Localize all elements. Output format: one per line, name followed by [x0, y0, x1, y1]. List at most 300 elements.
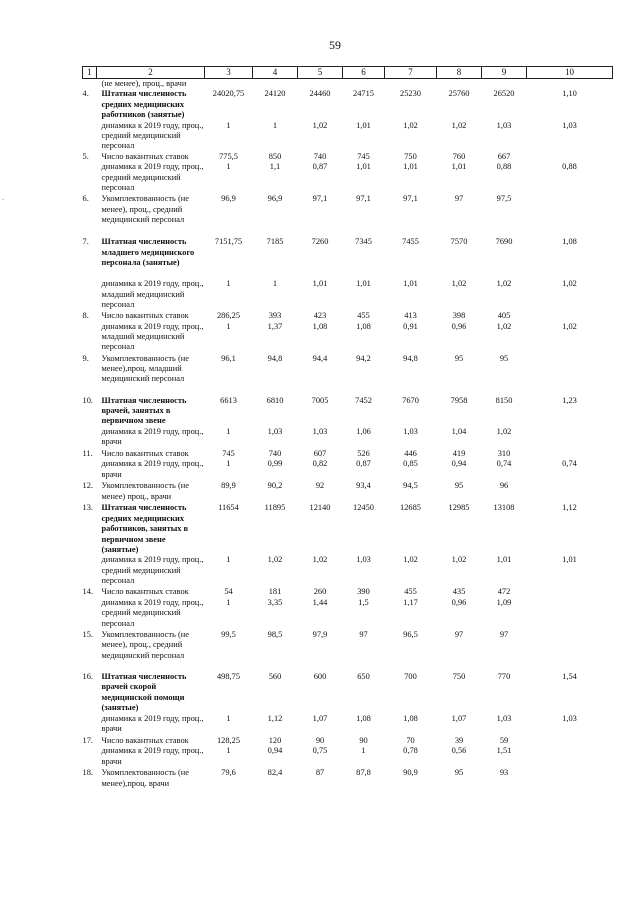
row-label: динамика к 2019 году, проц., средний медицинский персонал [101, 162, 204, 193]
value-cell: 750 [404, 151, 417, 161]
row-label: Укомплектованность (не менее) проц., врачи [101, 481, 189, 501]
value-cell: 7345 [355, 237, 372, 247]
value-cell: 1,08 [403, 713, 418, 723]
value-cell: 97,1 [356, 194, 371, 204]
value-cell: 0,96 [451, 597, 467, 607]
value-cell: 667 [497, 151, 511, 161]
row-label: Число вакантных ставок [101, 735, 189, 745]
value-cell [385, 79, 437, 90]
margin-mark: · [2, 196, 5, 204]
value-cell [482, 79, 527, 90]
value-cell: 1,01 [403, 279, 418, 289]
table-row [83, 449, 613, 459]
table-row [83, 311, 613, 321]
table-row [83, 279, 613, 311]
value-cell: 90 [359, 735, 368, 745]
table-row [83, 427, 613, 449]
value-cell [527, 449, 613, 459]
header-cell: 1 [83, 67, 97, 79]
value-cell: 393 [268, 311, 282, 321]
value-cell: 1,01 [356, 120, 371, 130]
value-cell: 0,94 [267, 746, 283, 756]
value-cell: 12140 [309, 503, 331, 513]
value-cell: 1,03 [356, 555, 371, 565]
value-cell: 0,88 [562, 162, 577, 172]
value-cell: 7570 [450, 237, 468, 247]
value-cell [527, 311, 613, 321]
value-cell: 90,2 [267, 481, 283, 491]
value-cell: 97,1 [403, 194, 418, 204]
value-cell [527, 598, 613, 630]
value-cell: 1,02 [312, 555, 328, 565]
row-index [83, 746, 97, 768]
value-cell: 7958 [450, 395, 468, 405]
value-cell: 0,85 [403, 459, 418, 469]
header-cell: 5 [298, 67, 343, 79]
value-cell: 1,44 [312, 597, 328, 607]
value-cell: 560 [268, 671, 282, 681]
value-cell: 775,5 [219, 151, 238, 161]
row-index: 11. [82, 448, 93, 458]
value-cell: 455 [357, 311, 370, 321]
value-cell: 1 [226, 120, 231, 130]
row-index [83, 598, 97, 630]
value-cell: 1,07 [451, 713, 467, 723]
value-cell: 12450 [353, 503, 374, 513]
value-cell [205, 79, 253, 90]
header-cell: 8 [437, 67, 482, 79]
value-cell: 526 [357, 448, 370, 458]
value-cell: 7690 [495, 237, 513, 247]
value-cell: 1,01 [403, 162, 418, 172]
value-cell: 1,5 [358, 597, 369, 607]
value-cell: 310 [497, 448, 511, 458]
value-cell: 6613 [220, 395, 237, 405]
value-cell [527, 746, 613, 768]
row-label: (не менее), проц., врачи [101, 79, 187, 88]
value-cell: 95 [454, 353, 464, 363]
value-cell: 1,01 [356, 279, 371, 289]
value-cell: 1,08 [356, 321, 371, 331]
row-label: Укомплектованность (не менее), проц., средний медицинский персонал [101, 194, 189, 225]
header-cell: 2 [97, 67, 205, 79]
table-row [83, 630, 613, 672]
value-cell: 1,02 [496, 426, 512, 436]
value-cell: 1,01 [496, 555, 512, 565]
value-cell: 96,1 [221, 353, 236, 363]
value-cell: 12685 [400, 503, 421, 513]
value-cell: 7670 [402, 395, 419, 405]
value-cell: 96 [499, 481, 509, 491]
value-cell [527, 587, 613, 597]
value-cell: 181 [268, 587, 282, 597]
value-cell: 1 [272, 279, 278, 289]
value-cell: 745 [222, 448, 235, 458]
page-number: 59 [329, 38, 341, 52]
header-cell: 4 [253, 67, 298, 79]
value-cell: 405 [497, 311, 511, 321]
value-cell: 1,02 [267, 555, 283, 565]
table-row [83, 598, 613, 630]
value-cell: 128,25 [216, 735, 241, 745]
header-row [83, 67, 613, 79]
value-cell: 600 [313, 671, 327, 681]
value-cell [527, 152, 613, 162]
value-cell [527, 354, 613, 396]
value-cell [437, 79, 482, 90]
value-cell [527, 768, 613, 790]
row-index [83, 555, 97, 587]
value-cell: 1 [226, 713, 231, 723]
value-cell: 770 [497, 671, 511, 681]
value-cell: 1,08 [562, 237, 577, 247]
value-cell: 419 [452, 448, 466, 458]
value-cell: 94,8 [267, 353, 283, 363]
value-cell: 1,03 [267, 426, 283, 436]
row-label: Число вакантных ставок [101, 151, 189, 161]
value-cell: 1,01 [562, 555, 577, 565]
value-cell: 98,5 [267, 629, 283, 639]
value-cell: 1,1 [269, 162, 281, 172]
value-cell: 740 [313, 151, 327, 161]
row-index [83, 459, 97, 481]
row-index [83, 79, 97, 90]
value-cell: 24715 [353, 89, 374, 99]
value-cell: 0,78 [403, 746, 418, 756]
value-cell: 97,5 [496, 194, 512, 204]
value-cell: 1,02 [562, 279, 577, 289]
value-cell: 0,88 [496, 162, 512, 172]
value-cell: 745 [357, 151, 370, 161]
row-label: Укомплектованность (не менее),проц. врачи [101, 768, 189, 788]
value-cell: 1,12 [562, 503, 577, 513]
table-row [83, 503, 613, 555]
value-cell: 1,08 [312, 321, 328, 331]
row-index: 15. [82, 629, 93, 639]
table-row [83, 121, 613, 152]
value-cell: 1,03 [312, 426, 328, 436]
value-cell: 1,06 [356, 426, 371, 436]
value-cell: 760 [452, 151, 466, 161]
value-cell: 390 [357, 587, 370, 597]
value-cell: 87 [315, 768, 325, 778]
value-cell: 472 [497, 587, 511, 597]
row-label: динамика к 2019 году, проц., врачи [101, 713, 204, 734]
value-cell [527, 427, 613, 449]
value-cell: 97 [454, 629, 464, 639]
value-cell: 99,5 [221, 629, 236, 639]
value-cell: 1,01 [451, 162, 467, 172]
value-cell: 93 [499, 768, 509, 778]
value-cell: 96,9 [221, 194, 236, 204]
table-row [83, 587, 613, 597]
value-cell: 0,82 [312, 459, 328, 469]
row-index [83, 427, 97, 449]
value-cell: 1,09 [496, 597, 512, 607]
value-cell: 1,02 [451, 120, 467, 130]
value-cell: 97 [454, 194, 464, 204]
row-label: динамика к 2019 году, проц., врачи [101, 459, 204, 479]
table-row [83, 736, 613, 746]
value-cell: 89,9 [221, 481, 236, 491]
row-label: Штатная численность врачей, занятых в первичном звене [101, 395, 187, 426]
value-cell: 1 [361, 746, 366, 756]
value-cell [527, 194, 613, 237]
value-cell: 94,5 [403, 481, 418, 491]
value-cell: 1 [226, 162, 231, 172]
value-cell: 0,74 [496, 459, 512, 469]
value-cell: 13108 [493, 503, 515, 513]
value-cell: 7455 [402, 237, 419, 247]
value-cell: 1,07 [312, 713, 328, 723]
row-label: динамика к 2019 году, проц., младший медицинский персонал [101, 321, 204, 352]
value-cell: 97,9 [312, 629, 328, 639]
value-cell: 1 [226, 555, 231, 565]
row-index: 9. [82, 353, 89, 363]
row-label: динамика к 2019 году, проц., младший медицинский персонал [101, 279, 204, 310]
value-cell: 25230 [400, 89, 421, 99]
value-cell: 1,03 [496, 120, 512, 130]
table-row [83, 79, 613, 90]
value-cell: 850 [268, 151, 282, 161]
value-cell [527, 481, 613, 503]
value-cell: 95 [454, 768, 464, 778]
value-cell: 1,17 [403, 597, 418, 607]
row-index [83, 121, 97, 152]
table-row [83, 152, 613, 162]
header-cell: 7 [385, 67, 437, 79]
row-index: 7. [82, 237, 89, 247]
value-cell: 97 [499, 629, 509, 639]
value-cell [527, 630, 613, 672]
value-cell: 120 [268, 735, 282, 745]
value-cell: 1 [226, 279, 231, 289]
table-row [83, 237, 613, 279]
value-cell: 82,4 [267, 768, 283, 778]
row-label: Число вакантных ставок [101, 587, 189, 597]
table-row [83, 555, 613, 587]
value-cell: 435 [452, 587, 466, 597]
table-row [83, 89, 613, 120]
value-cell: 70 [406, 735, 415, 745]
row-index: 12. [82, 481, 93, 491]
staffing-table [82, 66, 613, 790]
row-index: 6. [82, 194, 89, 204]
table-row [83, 194, 613, 237]
value-cell: 1,03 [562, 120, 577, 130]
value-cell: 92 [315, 481, 325, 491]
table-row [83, 162, 613, 194]
row-index [83, 322, 97, 354]
value-cell: 87,8 [356, 768, 371, 778]
value-cell [343, 79, 385, 90]
value-cell: 90 [315, 735, 325, 745]
table-row [83, 746, 613, 768]
value-cell: 1,54 [562, 671, 577, 681]
row-index: 16. [82, 671, 93, 681]
value-cell: 95 [454, 481, 464, 491]
value-cell: 94,8 [403, 353, 418, 363]
value-cell: 25760 [448, 89, 470, 99]
value-cell: 1,02 [403, 555, 418, 565]
value-cell: 0,94 [451, 459, 467, 469]
value-cell: 0,87 [356, 459, 371, 469]
value-cell: 286,25 [216, 311, 241, 321]
table-row [83, 396, 613, 427]
value-cell: 750 [452, 671, 466, 681]
value-cell: 94,2 [356, 353, 371, 363]
value-cell: 11654 [218, 503, 239, 513]
row-label: Штатная численность врачей скорой медицинской помощи (занятые) [101, 671, 187, 712]
row-label: Укомплектованность (не менее),проц. младший медицинский персонал [101, 353, 189, 384]
row-index [83, 162, 97, 194]
row-index: 10. [82, 395, 93, 405]
value-cell: 6810 [266, 395, 284, 405]
value-cell [253, 79, 298, 90]
value-cell: 24020,75 [212, 89, 245, 99]
value-cell: 0,56 [451, 746, 467, 756]
value-cell: 0,74 [562, 459, 577, 469]
value-cell: 26520 [493, 89, 515, 99]
row-index [83, 279, 97, 311]
value-cell: 413 [404, 311, 417, 321]
value-cell: 1 [226, 597, 231, 607]
value-cell: 1 [226, 426, 231, 436]
value-cell: 96,5 [403, 629, 418, 639]
value-cell: 1,04 [451, 426, 467, 436]
value-cell: 1,10 [562, 89, 577, 99]
row-index: 8. [82, 311, 89, 321]
row-index: 14. [82, 587, 93, 597]
value-cell: 0,87 [312, 162, 328, 172]
value-cell: 1,02 [451, 555, 467, 565]
table-body [83, 79, 613, 791]
value-cell: 455 [404, 587, 417, 597]
value-cell: 398 [452, 311, 466, 321]
value-cell: 1,03 [496, 713, 512, 723]
value-cell: 1 [226, 746, 231, 756]
value-cell: 0,99 [267, 459, 283, 469]
value-cell: 1 [272, 120, 278, 130]
value-cell: 95 [499, 353, 509, 363]
value-cell: 1 [226, 459, 231, 469]
header-cell: 6 [343, 67, 385, 79]
value-cell: 1,03 [562, 713, 577, 723]
row-label: динамика к 2019 году, проц., средний медицинский персонал [101, 597, 204, 628]
value-cell: 1,02 [403, 120, 418, 130]
value-cell: 1,23 [562, 395, 577, 405]
header-cell: 9 [482, 67, 527, 79]
value-cell: 1,12 [267, 713, 283, 723]
row-label: Число вакантных ставок [101, 448, 189, 458]
value-cell: 11895 [264, 503, 286, 513]
value-cell: 498,75 [216, 671, 241, 681]
value-cell: 1,02 [451, 279, 467, 289]
row-index [83, 714, 97, 736]
row-label: Штатная численность средних медицинских работников, занятых в первичном звене (занятые) [101, 503, 189, 554]
value-cell: 700 [404, 671, 417, 681]
value-cell: 7185 [266, 237, 284, 247]
header-cell: 10 [527, 67, 613, 79]
value-cell: 1,02 [562, 321, 577, 331]
row-index: 4. [82, 89, 89, 99]
table-row [83, 322, 613, 354]
value-cell [527, 736, 613, 746]
value-cell: 1,02 [312, 120, 328, 130]
value-cell: 1,08 [356, 713, 371, 723]
row-label: динамика к 2019 году, проц., средний медицинский персонал [101, 555, 204, 586]
value-cell: 90,9 [403, 768, 418, 778]
row-index: 5. [82, 151, 89, 161]
value-cell: 3,35 [267, 597, 283, 607]
value-cell: 1,02 [496, 321, 512, 331]
value-cell: 7005 [311, 395, 329, 405]
value-cell: 423 [313, 311, 327, 321]
value-cell: 7151,75 [214, 237, 243, 247]
table-row [83, 354, 613, 396]
table-row [83, 481, 613, 503]
value-cell: 94,4 [312, 353, 328, 363]
value-cell: 1,01 [312, 279, 328, 289]
table-row [83, 672, 613, 714]
value-cell: 39 [454, 735, 464, 745]
value-cell: 1,51 [496, 746, 512, 756]
value-cell: 0,91 [403, 321, 418, 331]
value-cell: 59 [499, 735, 509, 745]
row-label: Штатная численность средних медицинских работников (занятые) [101, 89, 187, 120]
value-cell: 93,4 [356, 481, 371, 491]
value-cell: 7260 [311, 237, 329, 247]
table-row [83, 768, 613, 790]
row-label: динамика к 2019 году, проц., врачи [101, 426, 204, 447]
value-cell: 650 [357, 671, 370, 681]
value-cell: 54 [224, 587, 233, 597]
row-index: 17. [82, 735, 93, 745]
value-cell: 97 [359, 629, 368, 639]
value-cell: 740 [268, 448, 282, 458]
value-cell: 7452 [355, 395, 372, 405]
header-cell: 3 [205, 67, 253, 79]
row-label: Укомплектованность (не менее), проц., средний медицинский персонал [101, 629, 189, 660]
value-cell: 97,1 [312, 194, 328, 204]
value-cell: 1 [226, 321, 231, 331]
value-cell: 24120 [264, 89, 286, 99]
row-label: динамика к 2019 году, проц., средний медицинский персонал [101, 120, 204, 151]
value-cell: 607 [313, 448, 327, 458]
table-row [83, 459, 613, 481]
value-cell: 260 [313, 587, 327, 597]
row-label: динамика к 2019 году, проц., врачи [101, 746, 204, 766]
row-label: Число вакантных ставок [101, 311, 189, 321]
value-cell: 1,37 [267, 321, 283, 331]
value-cell [527, 79, 613, 90]
value-cell: 96,9 [267, 194, 283, 204]
value-cell [298, 79, 343, 90]
value-cell: 8150 [495, 395, 513, 405]
value-cell: 12985 [448, 503, 470, 513]
row-index: 13. [82, 503, 93, 513]
row-label: Штатная численность младшего медицинского персонала (занятые) [101, 237, 195, 268]
document-sheet [82, 66, 612, 790]
value-cell: 24460 [309, 89, 331, 99]
value-cell: 1,02 [496, 279, 512, 289]
row-index: 18. [82, 768, 93, 778]
value-cell: 1,01 [356, 162, 371, 172]
value-cell: 0,96 [451, 321, 467, 331]
value-cell: 1,03 [403, 426, 418, 436]
table-header [83, 67, 613, 79]
value-cell: 79,6 [221, 768, 236, 778]
